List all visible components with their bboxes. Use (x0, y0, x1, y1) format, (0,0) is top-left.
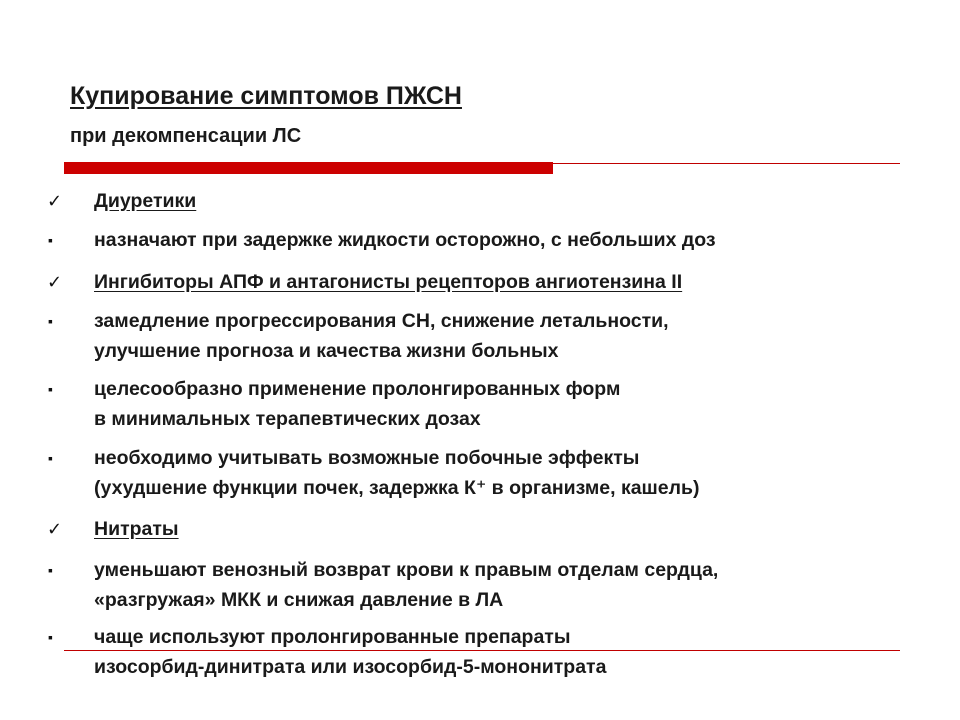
checkmark-icon: ✓ (47, 191, 63, 211)
page-title: Купирование симптомов ПЖСН (70, 82, 462, 110)
bullet-text-line: (ухудшение функции почек, задержка К⁺ в организме, кашель) (94, 477, 700, 499)
checkmark-icon: ✓ (47, 519, 63, 539)
bullet-text (94, 555, 718, 615)
bullet-text (94, 622, 606, 682)
bullet-text (94, 443, 700, 503)
bullet-square-icon: ▪ (48, 381, 53, 397)
bullet-text-line: уменьшают венозный возврат крови к правым отделам сердца, (94, 559, 719, 581)
heading-label: Нитраты (94, 518, 179, 540)
bullet-square-icon: ▪ (48, 450, 53, 466)
bullet-text: назначают при задержке жидкости осторожно, с небольших доз (94, 229, 716, 251)
bullet-square-icon: ▪ (48, 562, 53, 578)
checkmark-icon: ✓ (47, 272, 63, 292)
bullet-square-icon: ▪ (48, 232, 53, 248)
bullet-text (94, 306, 669, 366)
bullet-text-line: улучшение прогноза и качества жизни больных (94, 340, 559, 362)
bullet-text-line: чаще используют пролонгированные препараты (94, 626, 571, 648)
bullet-text-line: «разгружая» МКК и снижая давление в ЛА (94, 589, 504, 611)
heading-label: Ингибиторы АПФ и антагонисты рецепторов ангиотензина II (94, 271, 683, 293)
bullet-text-line: необходимо учитывать возможные побочные эффекты (94, 447, 640, 469)
bullet-square-icon: ▪ (48, 313, 53, 329)
bullet-text (94, 374, 620, 434)
heading-label: Диуретики (94, 190, 197, 212)
bullet-text-line: в минимальных терапевтических дозах (94, 408, 481, 430)
bullet-square-icon: ▪ (48, 629, 53, 645)
page-subtitle: при декомпенсации ЛС (70, 125, 302, 147)
bullet-text-line: замедление прогрессирования СН, снижение летальности, (94, 310, 669, 332)
bullet-text-line: изосорбид-динитрата или изосорбид-5-мононитрата (94, 656, 607, 678)
divider-top-accent-bar (64, 162, 553, 174)
bullet-text-line: целесообразно применение пролонгированных форм (94, 378, 621, 400)
divider-bottom-line (64, 650, 900, 651)
